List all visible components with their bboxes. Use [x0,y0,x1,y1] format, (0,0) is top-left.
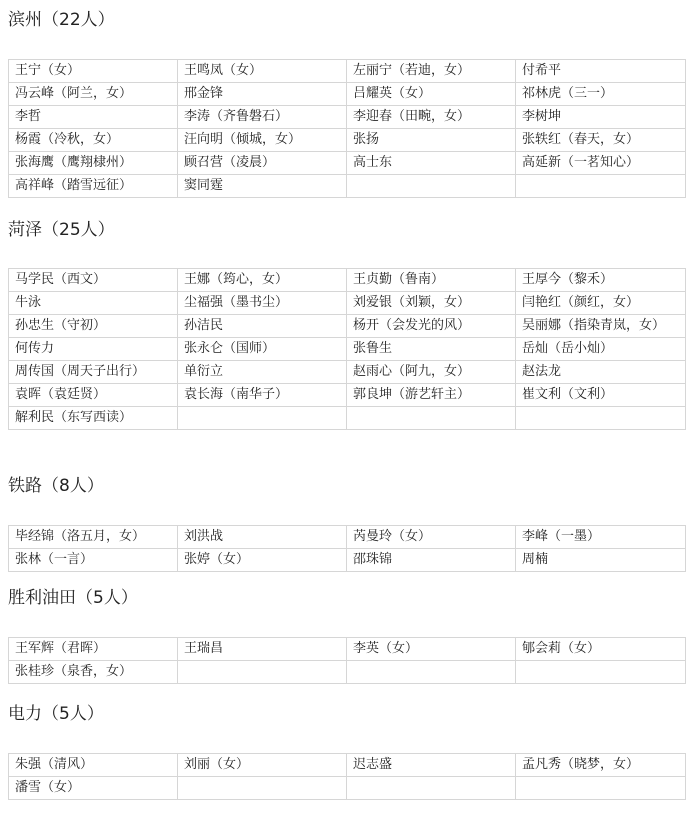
name-cell: 岳灿（岳小灿） [516,338,686,361]
name-cell: 吴丽娜（指染青岚，女） [516,315,686,338]
name-cell: 袁晖（袁廷贤） [9,384,178,407]
name-cell: 高延新（一茗知心） [516,152,686,175]
name-cell: 张桂珍（泉香，女） [9,661,178,684]
table-row [9,384,686,407]
roster-table-electric-power [8,753,686,800]
name-cell: 李峰（一墨） [516,526,686,549]
name-cell: 郭良坤（游艺轩主） [347,384,516,407]
table-row [9,152,686,175]
roster-table-binzhou [8,59,686,198]
name-cell: 邵珠锦 [347,549,516,572]
table-row [9,292,686,315]
name-cell: 刘洪战 [178,526,347,549]
table-row [9,526,686,549]
name-cell [347,175,516,198]
name-cell: 李树坤 [516,106,686,129]
name-cell: 杨开（会发光的风） [347,315,516,338]
name-cell: 张轶红（春天，女） [516,129,686,152]
name-cell [516,407,686,430]
name-cell: 高士东 [347,152,516,175]
table-row [9,638,686,661]
name-cell: 李迎春（田畹，女） [347,106,516,129]
table-row [9,754,686,777]
table-row [9,777,686,800]
table-row [9,549,686,572]
roster-table-heze [8,268,686,430]
name-cell: 王娜（筠心，女） [178,269,347,292]
name-cell: 李涛（齐鲁磐石） [178,106,347,129]
table-row [9,315,686,338]
name-cell: 张婷（女） [178,549,347,572]
name-cell: 杨霞（冷秋，女） [9,129,178,152]
name-cell [178,407,347,430]
name-cell: 王贞勤（鲁南） [347,269,516,292]
name-cell [178,777,347,800]
name-cell: 顾召营（凌晨） [178,152,347,175]
name-cell [347,661,516,684]
table-row [9,175,686,198]
name-cell: 王厚今（黎禾） [516,269,686,292]
name-cell: 汪向明（倾城，女） [178,129,347,152]
name-cell: 牛泳 [9,292,178,315]
name-cell: 袁长海（南华子） [178,384,347,407]
roster-table-shengli-oilfield [8,637,686,684]
section-title-electric-power: 电力（5人） [8,704,104,724]
name-cell: 王鸣凤（女） [178,60,347,83]
table-row [9,407,686,430]
name-cell: 郇会莉（女） [516,638,686,661]
name-cell: 闫艳红（颜红，女） [516,292,686,315]
name-cell [178,661,347,684]
name-cell: 何传力 [9,338,178,361]
roster-table-railway [8,525,686,572]
name-cell: 张林（一言） [9,549,178,572]
name-cell: 王瑞昌 [178,638,347,661]
name-cell: 赵法龙 [516,361,686,384]
name-cell: 马学民（西文） [9,269,178,292]
name-cell: 赵雨心（阿九，女） [347,361,516,384]
table-row [9,269,686,292]
section-title-binzhou: 滨州（22人） [8,10,115,30]
name-cell: 左丽宁（若迪，女） [347,60,516,83]
name-cell: 朱强（清风） [9,754,178,777]
name-cell: 张鲁生 [347,338,516,361]
table-row [9,661,686,684]
table-row [9,129,686,152]
name-cell: 邢金锋 [178,83,347,106]
section-title-heze: 菏泽（25人） [8,220,115,240]
name-cell: 潘雪（女） [9,777,178,800]
name-cell: 周传国（周天子出行） [9,361,178,384]
table-row [9,106,686,129]
name-cell: 刘爱银（刘颖，女） [347,292,516,315]
name-cell [516,175,686,198]
name-cell: 高祥峰（踏雪远征） [9,175,178,198]
name-cell: 毕经锦（洛五月，女） [9,526,178,549]
name-cell: 付希平 [516,60,686,83]
name-cell: 李哲 [9,106,178,129]
table-row [9,361,686,384]
name-cell: 祁林虎（三一） [516,83,686,106]
name-cell: 崔文利（文利） [516,384,686,407]
name-cell: 尘福强（墨书尘） [178,292,347,315]
name-cell: 迟志盛 [347,754,516,777]
name-cell: 张永仑（国师） [178,338,347,361]
name-cell: 刘丽（女） [178,754,347,777]
table-row [9,338,686,361]
name-cell: 张海鹰（鹰翔棣州） [9,152,178,175]
name-cell [516,661,686,684]
name-cell: 张扬 [347,129,516,152]
name-cell: 窦同霆 [178,175,347,198]
name-cell: 冯云峰（阿兰，女） [9,83,178,106]
name-cell: 王军辉（君晖） [9,638,178,661]
name-cell: 周楠 [516,549,686,572]
name-cell: 王宁（女） [9,60,178,83]
name-cell: 李英（女） [347,638,516,661]
table-row [9,60,686,83]
table-row [9,83,686,106]
name-cell: 孙忠生（守初） [9,315,178,338]
name-cell: 孙洁民 [178,315,347,338]
name-cell [347,407,516,430]
name-cell [347,777,516,800]
name-cell: 吕耀英（女） [347,83,516,106]
section-title-railway: 铁路（8人） [8,476,104,496]
name-cell: 孟凡秀（晓梦，女） [516,754,686,777]
name-cell: 单衍立 [178,361,347,384]
name-cell: 芮曼玲（女） [347,526,516,549]
name-cell [516,777,686,800]
name-cell: 解利民（东写西读） [9,407,178,430]
section-title-shengli-oilfield: 胜利油田（5人） [8,588,138,608]
